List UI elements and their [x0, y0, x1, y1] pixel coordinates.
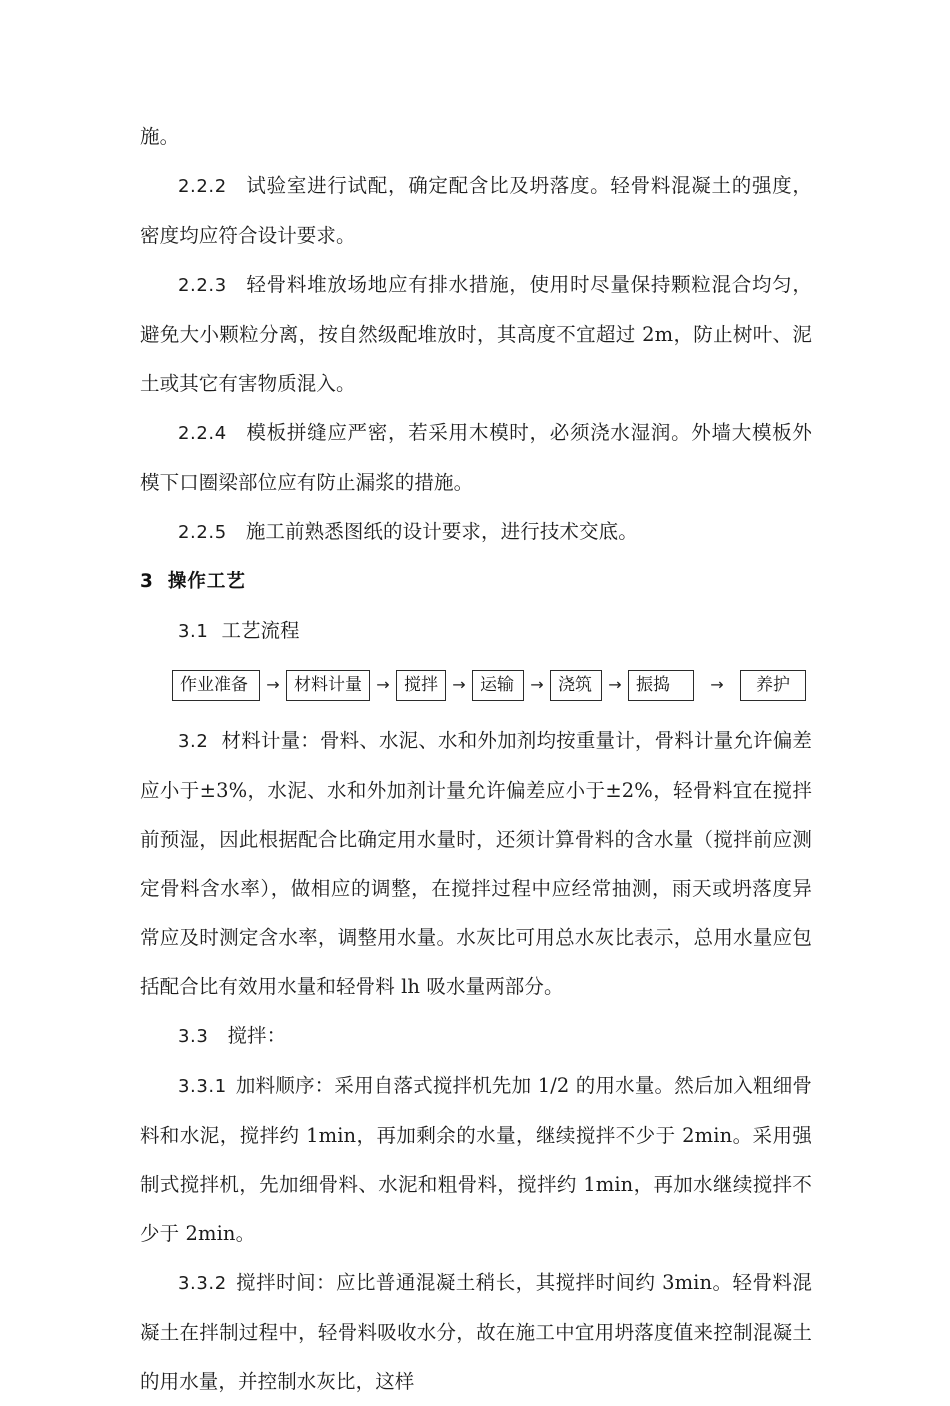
clause-text-2-2-4: 模板拼缝应严密，若采用木模时，必须浇水湿润。外墙大模板外模下口圈梁部位应有防止漏浆的措施。: [140, 421, 812, 494]
flow-arrow-icon: →: [266, 675, 280, 694]
flow-step-label: 运输: [480, 674, 514, 695]
clause-text-2-2-5: 施工前熟悉图纸的设计要求，进行技术交底。: [245, 520, 638, 543]
paragraph-2-2-4: [140, 408, 812, 507]
section-number-3: 3: [140, 571, 154, 592]
clause-number-3-3: 3.3: [178, 1026, 209, 1047]
clause-number-2-2-5: 2.2.5: [178, 522, 227, 543]
paragraph-2-2-5: [140, 507, 812, 557]
flow-step-cailiao-jiliang: [286, 670, 370, 701]
flow-step-label: 振捣: [636, 674, 670, 695]
flow-step-label: 作业准备: [180, 674, 248, 695]
clause-text-3-3-1: 加料顺序：采用自落式搅拌机先加 1/2 的用水量。然后加入粗细骨料和水泥，搅拌约 1min，再加剩余的水量，继续搅拌不少于 2min。采用强制式搅拌机，先加细骨料、水泥和粗骨料，搅拌约 1min，再加水继续搅拌不少于 2min。: [140, 1074, 812, 1245]
process-flowchart: [172, 662, 812, 708]
clause-number-3-2: 3.2: [178, 731, 209, 752]
clause-number-3-3-1: 3.3.1: [178, 1076, 227, 1097]
flow-step-jiaoban: [396, 670, 446, 701]
paragraph-3-3-2: [140, 1258, 812, 1406]
clause-number-2-2-4: 2.2.4: [178, 423, 227, 444]
orphan-text: 施。: [140, 125, 180, 148]
section-heading-3: [140, 557, 812, 606]
flow-step-label: 材料计量: [294, 674, 362, 695]
clause-text-3-2: 材料计量：骨料、水泥、水和外加剂均按重量计，骨料计量允许偏差应小于±3%，水泥、水和外加剂计量允许偏差应小于±2%，轻骨料宜在搅拌前预湿，因此根据配合比确定用水量时，还须计算骨料的含水量（搅拌前应测定骨料含水率），做相应的调整，在搅拌过程中应经常抽测，雨天或坍落度异常应及时测定含水率，调整用水量。水灰比可用总水灰比表示，总用水量应包括配合比有效用水量和轻骨料 lh 吸水量两部分。: [140, 729, 812, 998]
clause-number-2-2-3: 2.2.3: [178, 275, 227, 296]
clause-text-3-3: 搅拌：: [227, 1024, 287, 1047]
paragraph-2-2-3: [140, 260, 812, 408]
section-number-3-1: 3.1: [178, 621, 209, 642]
flow-step-jiaozhu: [550, 670, 602, 701]
section-heading-3-1: [140, 606, 812, 656]
section-title-3: 操作工艺: [167, 571, 246, 592]
flow-arrow-icon: →: [608, 675, 622, 694]
paragraph-orphan-line: [140, 112, 812, 161]
paragraph-3-3-1: [140, 1061, 812, 1258]
flow-arrow-icon: →: [376, 675, 390, 694]
paragraph-3-2: [140, 716, 812, 1011]
flow-step-zhendao: [628, 670, 694, 701]
flow-step-label: 搅拌: [404, 674, 438, 695]
flow-arrow-icon: →: [710, 675, 724, 694]
page-content: [140, 112, 812, 1406]
clause-number-2-2-2: 2.2.2: [178, 176, 227, 197]
flow-arrow-icon: →: [530, 675, 544, 694]
clause-text-2-2-2: 试验室进行试配，确定配含比及坍落度。轻骨料混凝土的强度，密度均应符合设计要求。: [140, 174, 812, 247]
flow-step-yunshu: [472, 670, 524, 701]
clause-text-3-3-2: 搅拌时间：应比普通混凝土稍长，其搅拌时间约 3min。轻骨料混凝土在拌制过程中，轻骨料吸收水分，故在施工中宜用坍落度值来控制混凝土的用水量，并控制水灰比，这样: [140, 1271, 812, 1393]
paragraph-2-2-2: [140, 161, 812, 260]
flow-step-label: 浇筑: [558, 674, 592, 695]
clause-number-3-3-2: 3.3.2: [178, 1273, 227, 1294]
clause-text-2-2-3: 轻骨料堆放场地应有排水措施，使用时尽量保持颗粒混合均匀，避免大小颗粒分离，按自然级配堆放时，其高度不宜超过 2m，防止树叶、泥土或其它有害物质混入。: [140, 273, 812, 395]
flow-step-yanghu: [740, 670, 806, 701]
flow-step-label: 养护: [756, 674, 790, 695]
flow-step-zuoye-zhunbei: [172, 670, 260, 701]
section-title-3-1: 工艺流程: [221, 619, 300, 642]
paragraph-3-3: [140, 1011, 812, 1061]
flow-arrow-icon: →: [452, 675, 466, 694]
